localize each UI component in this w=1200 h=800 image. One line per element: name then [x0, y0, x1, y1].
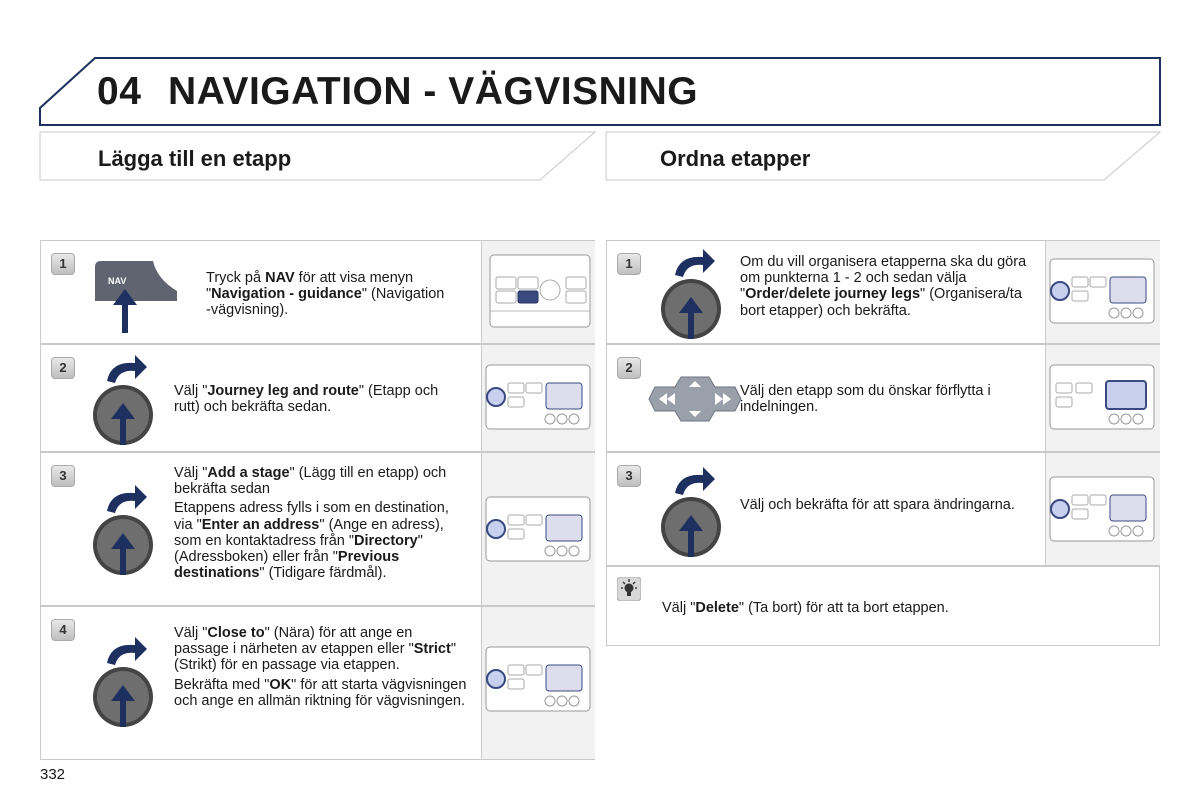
bold-term: OK [269, 676, 292, 693]
radio-unit-illustration [1046, 345, 1160, 449]
bold-term: Order [745, 286, 785, 303]
left-step-2 [40, 344, 595, 452]
step-text-paragraph-1: Välj "Add a stage" (Lägg till en etapp) och bekräfta sedan [174, 465, 447, 498]
rotary-knob-icon [89, 633, 161, 731]
step-text [174, 625, 469, 712]
left-step-3 [40, 452, 595, 606]
rotary-knob-icon [89, 351, 161, 449]
bold-term: Directory [354, 532, 418, 549]
bold-term: NAV [265, 270, 295, 286]
rotary-knob-icon [89, 481, 161, 579]
chapter-number: 04 [97, 70, 142, 113]
right-step-1 [606, 240, 1160, 344]
directional-pad-icon [647, 371, 743, 427]
radio-panel-thumbnail-knob [1045, 453, 1160, 565]
tip-text: Välj "Delete" (Ta bort) för att ta bort etappen. [662, 600, 949, 616]
left-section-heading: Lägga till en etapp [98, 146, 292, 171]
bold-term: delete journey legs [788, 286, 921, 303]
radio-panel-thumbnail-nav [481, 241, 595, 343]
bold-term: Strict [413, 641, 451, 658]
step-number: 3 [51, 465, 75, 487]
step-text: Tryck på NAV för att visa menyn "Navigation - guidance" (Navigation -vägvisning). [206, 270, 445, 319]
page-title: NAVIGATION - VÄGVISNING [168, 70, 699, 113]
nav-button-label: NAV [108, 276, 127, 286]
step-number: 2 [51, 357, 75, 379]
bold-term: Navigation - guidance [211, 286, 362, 303]
bold-term: Previous destinations [174, 549, 400, 582]
step-text-paragraph-1: Välj "Close to" (Nära) för att ange en passage i närheten av etappen eller "Strict" (Strikt) för en passage via etappen. [174, 625, 456, 674]
bold-term: Enter an address [201, 516, 320, 533]
left-step-4 [40, 606, 595, 760]
right-step-3 [606, 452, 1160, 566]
bold-term: Add a stage [207, 465, 290, 481]
radio-panel-thumbnail-knob [481, 453, 595, 605]
nav-button-icon [91, 249, 181, 341]
step-text-paragraph-2: Bekräfta med "OK" för att starta vägvisningen och ange en allmän riktning för vägvisningen. [174, 676, 467, 709]
radio-unit-illustration [1046, 241, 1160, 341]
bold-term: Close to [207, 625, 265, 641]
right-section-heading: Ordna etapper [660, 146, 811, 171]
radio-unit-illustration [482, 607, 594, 757]
page-number: 332 [40, 766, 66, 783]
light-bulb-icon [617, 577, 641, 601]
rotary-knob-icon [657, 245, 729, 343]
step-number: 1 [51, 253, 75, 275]
bold-term: Delete [695, 600, 739, 616]
step-text [174, 465, 469, 584]
right-step-2 [606, 344, 1160, 452]
step-text: Välj den etapp som du önskar förflytta i indelningen. [740, 383, 991, 416]
step-text: Välj och bekräfta för att spara ändringarna. [740, 497, 1015, 513]
radio-panel-thumbnail-knob [1045, 241, 1160, 343]
radio-panel-thumbnail-pad [1045, 345, 1160, 451]
bold-term: Journey leg and route [207, 383, 359, 399]
step-text: Om du vill organisera etapperna ska du göra om punkterna 1 - 2 och sedan välja "Order/delete journey legs" (Organisera/ta bort etapper) och bekräfta. [740, 254, 1027, 319]
radio-panel-thumbnail-knob [481, 607, 595, 759]
step-number: 4 [51, 619, 75, 641]
radio-unit-illustration [482, 241, 594, 341]
tip-box [606, 566, 1160, 646]
radio-unit-illustration [1046, 453, 1160, 563]
step-text-paragraph-2: Etappens adress fylls i som en destination, via "Enter an address" (Ange en adress), som en kontaktadress från "Directory" (Adressboken) eller från "Previous destinations" (Tidigare färdmål). [174, 500, 449, 582]
left-step-1 [40, 240, 595, 344]
step-number: 1 [617, 253, 641, 275]
rotary-knob-icon [657, 463, 729, 561]
radio-unit-illustration [482, 345, 594, 449]
radio-panel-thumbnail-knob [481, 345, 595, 451]
step-text: Välj "Journey leg and route" (Etapp och rutt) och bekräfta sedan. [174, 383, 439, 416]
radio-unit-illustration [482, 453, 594, 603]
step-number: 2 [617, 357, 641, 379]
step-number: 3 [617, 465, 641, 487]
